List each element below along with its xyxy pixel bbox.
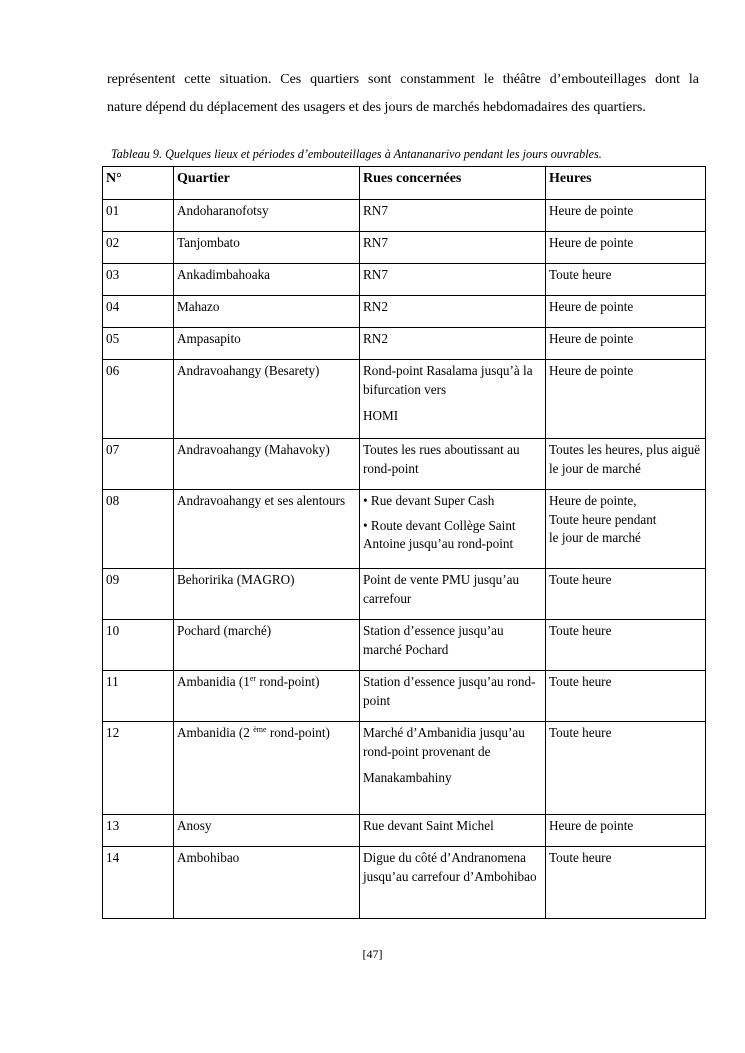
cell-quartier-sup: er (249, 674, 257, 683)
cell-rues: RN7 (360, 200, 546, 232)
cell-heures (546, 490, 706, 569)
cell-num: 01 (103, 200, 174, 232)
cell-rues: RN7 (360, 264, 546, 296)
cell-rues (360, 722, 546, 815)
cell-quartier: Ambohibao (174, 847, 360, 919)
cell-num: 07 (103, 439, 174, 490)
page-number: [47] (362, 947, 383, 961)
cell-num: 14 (103, 847, 174, 919)
cell-rues: Rue devant Saint Michel (360, 815, 546, 847)
cell-heures: Heure de pointe (546, 296, 706, 328)
cell-heures-line: Heure de pointe, (549, 493, 637, 508)
table-row (103, 360, 706, 439)
header-rues: Rues concernées (360, 167, 546, 200)
cell-num: 02 (103, 232, 174, 264)
cell-heures: Heure de pointe (546, 360, 706, 439)
cell-num: 08 (103, 490, 174, 569)
cell-rues-part: HOMI (363, 408, 399, 423)
cell-heures: Toute heure (546, 671, 706, 722)
cell-heures-line: Toute heure pendant (549, 511, 657, 527)
cell-quartier-text: rond-point) (256, 674, 320, 689)
table-row (103, 722, 706, 815)
table-row (103, 490, 706, 569)
cell-quartier (174, 722, 360, 815)
table-row (103, 847, 706, 919)
cell-num: 05 (103, 328, 174, 360)
cell-quartier: Anosy (174, 815, 360, 847)
cell-rues: RN2 (360, 328, 546, 360)
cell-quartier-text: Ambanidia (1 (177, 674, 250, 689)
cell-quartier-text: Ambanidia (2 (177, 725, 254, 740)
cell-rues: Station d’essence jusqu’au marché Pochard (360, 620, 546, 671)
intro-line-2: nature dépend du déplacement des usagers et des jours de marchés hebdomadaires des quartiers. (107, 100, 646, 115)
cell-quartier: Pochard (marché) (174, 620, 360, 671)
intro-line-1: représentent cette situation. Ces quartiers sont constamment le théâtre d’embouteillages dont la (107, 72, 699, 87)
cell-rues: RN7 (360, 232, 546, 264)
cell-num: 10 (103, 620, 174, 671)
cell-rues-part: Rond-point Rasalama jusqu’à la bifurcation vers (363, 363, 533, 397)
table-row (103, 671, 706, 722)
cell-heures: Toute heure (546, 264, 706, 296)
traffic-table (102, 166, 706, 919)
cell-quartier: Andoharanofotsy (174, 200, 360, 232)
header-num: N° (103, 167, 174, 200)
cell-num: 12 (103, 722, 174, 815)
cell-quartier: Andravoahangy et ses alentours (174, 490, 360, 569)
table-row (103, 328, 706, 360)
cell-quartier: Andravoahangy (Mahavoky) (174, 439, 360, 490)
cell-rues-bullet: • Route devant Collège Saint Antoine jusqu’au rond-point (363, 517, 516, 551)
cell-quartier-sup: ème (253, 725, 267, 734)
cell-heures: Heure de pointe (546, 815, 706, 847)
cell-rues: RN2 (360, 296, 546, 328)
cell-heures: Toute heure (546, 722, 706, 815)
cell-rues: Digue du côté d’Andranomena jusqu’au carrefour d’Ambohibao (360, 847, 546, 919)
table-header-row (103, 167, 706, 200)
cell-num: 13 (103, 815, 174, 847)
cell-heures: Heure de pointe (546, 200, 706, 232)
cell-heures: Toute heure (546, 569, 706, 620)
cell-rues-part: Marché d’Ambanidia jusqu’au rond-point provenant de (363, 725, 525, 759)
cell-num: 09 (103, 569, 174, 620)
cell-rues (360, 490, 546, 569)
table-row (103, 620, 706, 671)
table-row (103, 569, 706, 620)
table-caption: Tableau 9. Quelques lieux et périodes d’embouteillages à Antananarivo pendant les jours ouvrables. (111, 147, 602, 161)
cell-rues-bullet: • Rue devant Super Cash (363, 493, 495, 508)
cell-heures: Heure de pointe (546, 328, 706, 360)
cell-quartier: Andravoahangy (Besarety) (174, 360, 360, 439)
cell-rues: Toutes les rues aboutissant au rond-point (360, 439, 546, 490)
cell-rues (360, 360, 546, 439)
cell-num: 03 (103, 264, 174, 296)
cell-quartier: Tanjombato (174, 232, 360, 264)
intro-paragraph (107, 66, 699, 122)
header-heures: Heures (546, 167, 706, 200)
table-row (103, 264, 706, 296)
cell-heures: Heure de pointe (546, 232, 706, 264)
cell-quartier (174, 671, 360, 722)
cell-num: 04 (103, 296, 174, 328)
cell-heures: Toutes les heures, plus aiguë le jour de marché (546, 439, 706, 490)
cell-quartier: Ankadimbahoaka (174, 264, 360, 296)
cell-heures: Toute heure (546, 620, 706, 671)
table-row (103, 200, 706, 232)
table-row (103, 439, 706, 490)
cell-heures: Toute heure (546, 847, 706, 919)
cell-heures-line: le jour de marché (549, 530, 641, 545)
table-row (103, 815, 706, 847)
header-quartier: Quartier (174, 167, 360, 200)
cell-num: 06 (103, 360, 174, 439)
cell-rues: Station d’essence jusqu’au rond-point (360, 671, 546, 722)
table-row (103, 296, 706, 328)
cell-rues: Point de vente PMU jusqu’au carrefour (360, 569, 546, 620)
cell-quartier-text: rond-point) (266, 725, 330, 740)
cell-quartier: Behoririka (MAGRO) (174, 569, 360, 620)
table-row (103, 232, 706, 264)
cell-quartier: Mahazo (174, 296, 360, 328)
cell-rues-part: Manakambahiny (363, 770, 452, 785)
cell-num: 11 (103, 671, 174, 722)
cell-quartier: Ampasapito (174, 328, 360, 360)
